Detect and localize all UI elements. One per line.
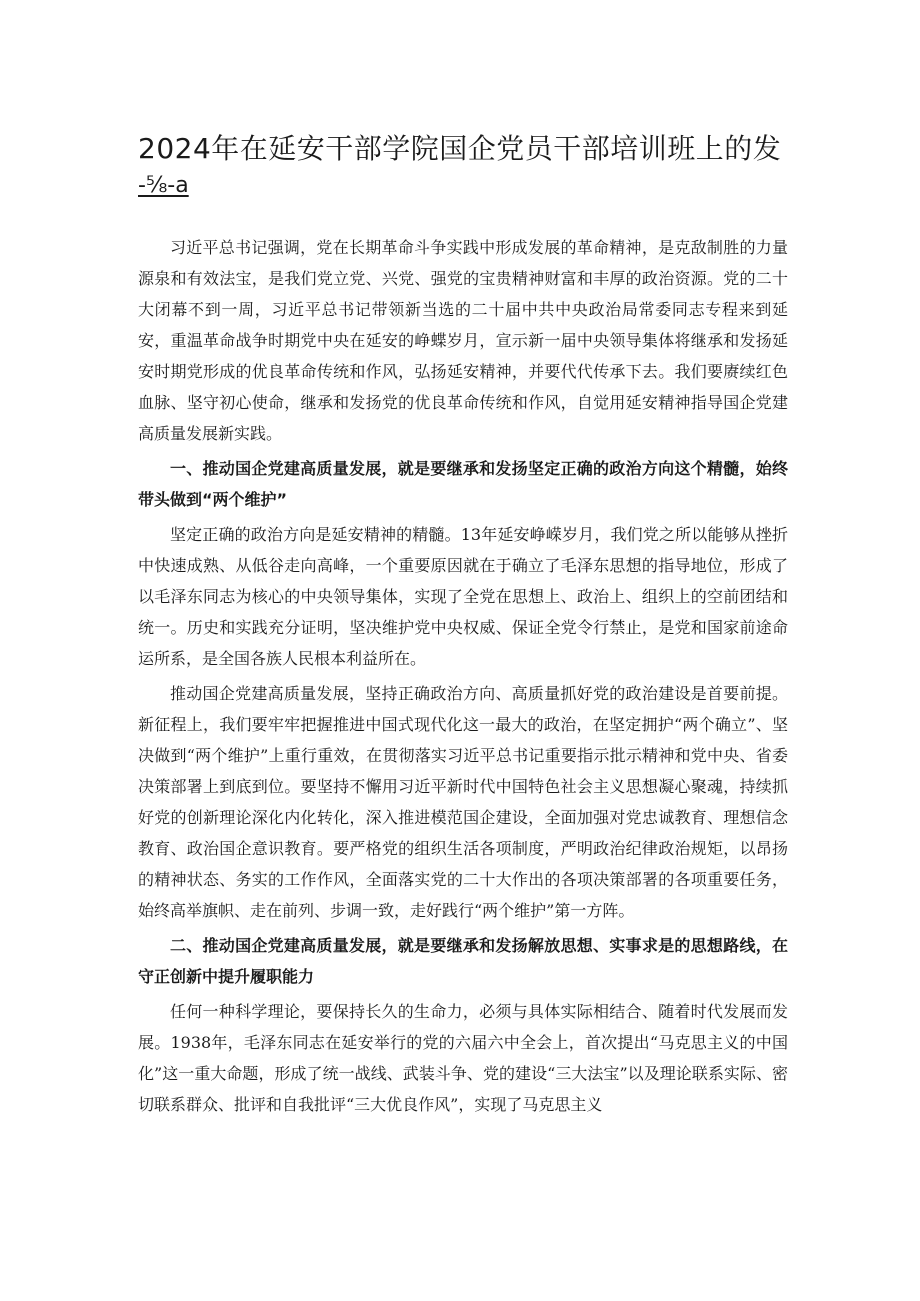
section-heading: 二、推动国企党建高质量发展，就是要继承和发扬解放思想、实事求是的思想路线，在守正创新中提升履职能力 — [138, 936, 788, 986]
subtitle-text: -⅝-a — [138, 173, 189, 198]
body-paragraph: 推动国企党建高质量发展，坚持正确政治方向、高质量抓好党的政治建设是首要前提。新征程上，我们要牢牢把握推进中国式现代化这一最大的政治，在坚定拥护“两个确立”、坚决做到“两个维护”上重行重效，在贯彻落实习近平总书记重要指示批示精神和党中央、省委决策部署上到底到位。要坚持不懈用习近平新时代中国特色社会主义思想凝心聚魂，持续抓好党的创新理论深化内化转化，深入推进模范国企建设，全面加强对党忠诚教育、理想信念教育、政治国企意识教育。要严格党的组织生活各项制度，严明政治纪律政治规矩，以昂扬的精神状态、务实的工作作风，全面落实党的二十大作出的各项决策部署的各项重要任务，始终高举旗帜、走在前列、步调一致，走好践行“两个维护”第一方阵。 — [138, 684, 788, 920]
body-paragraph: 任何一种科学理论，要保持长久的生命力，必须与具体实际相结合、随着时代发展而发展。1938年，毛泽东同志在延安举行的党的六届六中全会上，首次提出“马克思主义的中国化”这一重大命题，形成了统一战线、武装斗争、党的建设“三大法宝”以及理论联系实际、密切联系群众、批评和自我批评“三大优良作风”，实现了马克思主义 — [138, 1002, 788, 1114]
document-body — [138, 232, 788, 1120]
document-title: 2024年在延安干部学院国企党员干部培训班上的发 — [138, 132, 782, 165]
document-subtitle — [138, 172, 189, 200]
section-heading: 一、推动国企党建高质量发展，就是要继承和发扬坚定正确的政治方向这个精髓，始终带头做到“两个维护” — [138, 459, 788, 509]
body-paragraph: 习近平总书记强调，党在长期革命斗争实践中形成发展的革命精神，是克敌制胜的力量源泉和有效法宝，是我们党立党、兴党、强党的宝贵精神财富和丰厚的政治资源。党的二十大闭幕不到一周，习近平总书记带领新当选的二十届中共中央政治局常委同志专程来到延安，重温革命战争时期党中央在延安的峥蝶岁月，宣示新一届中央领导集体将继承和发扬延安时期党形成的优良革命传统和作风，弘扬延安精神，并要代代传承下去。我们要赓续红色血脉、坚守初心使命，继承和发扬党的优良革命传统和作风，自觉用延安精神指导国企党建高质量发展新实践。 — [138, 238, 788, 443]
body-paragraph: 坚定正确的政治方向是延安精神的精髓。13年延安峥嵘岁月，我们党之所以能够从挫折中快速成熟、从低谷走向高峰，一个重要原因就在于确立了毛泽东思想的指导地位，形成了以毛泽东同志为核心的中央领导集体，实现了全党在思想上、政治上、组织上的空前团结和统一。历史和实践充分证明，坚决维护党中央权威、保证全党令行禁止，是党和国家前途命运所系，是全国各族人民根本利益所在。 — [138, 525, 788, 668]
